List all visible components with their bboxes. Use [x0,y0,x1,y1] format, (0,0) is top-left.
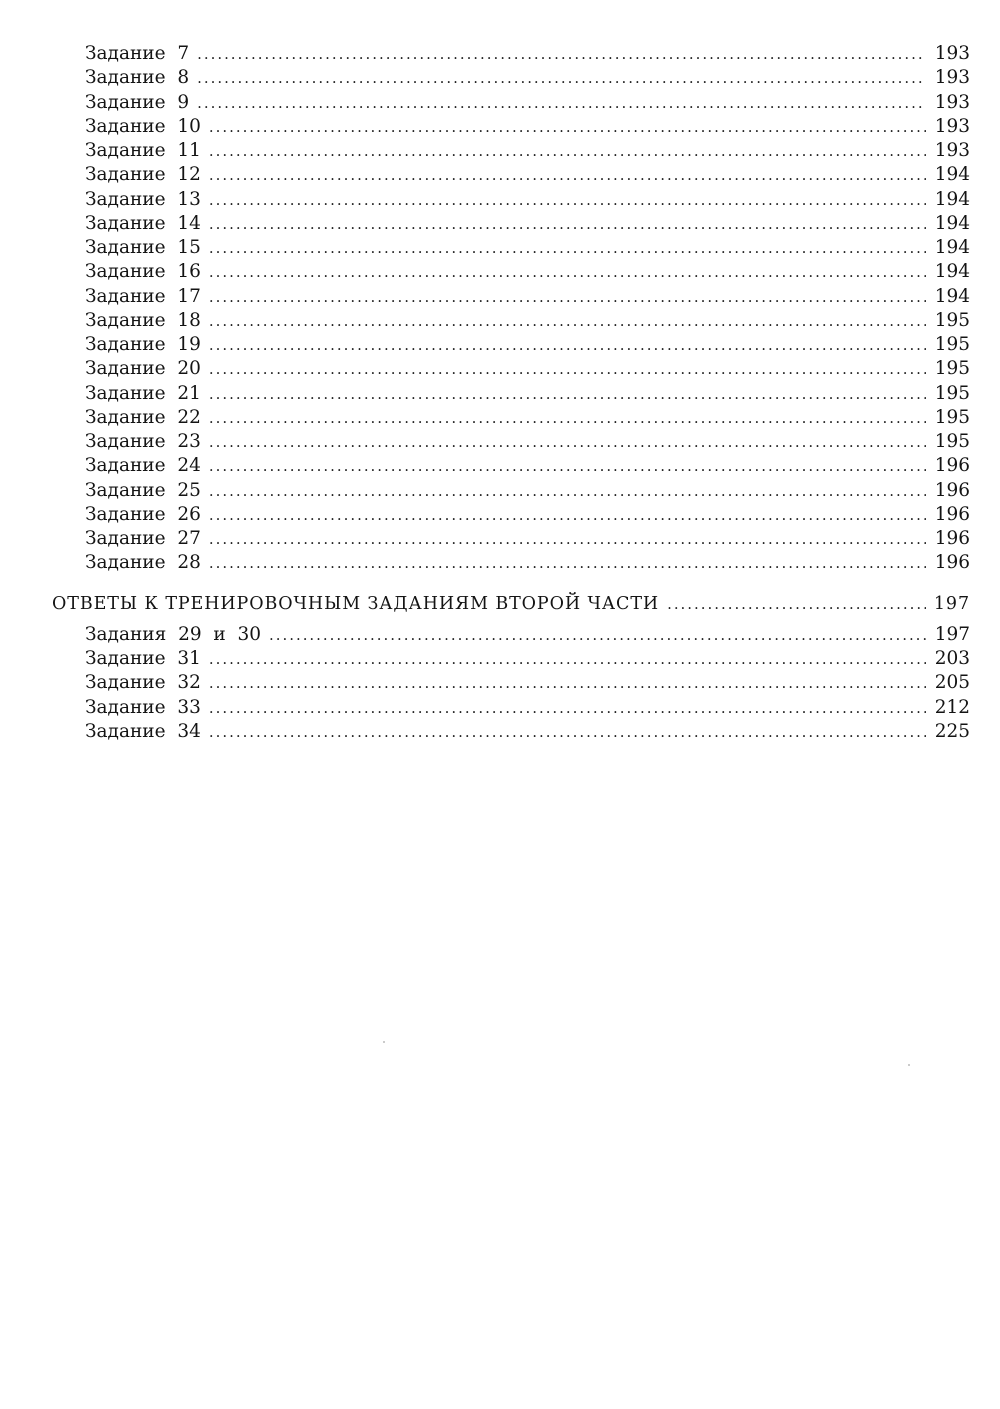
toc-entry [85,42,970,66]
toc-entry [85,212,970,236]
dot-leader [197,91,926,115]
toc-entry-page-number: 195 [934,431,970,452]
toc-entry [85,333,970,357]
toc-entry-label: Задание 17 [85,285,201,307]
toc-entry [85,406,970,430]
toc-entry [85,382,970,406]
toc-entry-label: Задание 9 [85,91,190,113]
dot-leader [209,212,926,236]
toc-entry-page-number: 193 [934,140,970,161]
dot-leader [209,236,926,260]
dot-leader [209,720,926,744]
toc-entry-label: Задание 32 [85,672,201,694]
dot-leader [209,527,926,551]
toc-entry-label: Задание 8 [85,67,190,89]
toc-entry-page-number: 197 [934,624,970,645]
toc-entry-label: Задание 10 [85,115,201,137]
toc-entry-label: Задание 20 [85,358,201,380]
toc-entry-label: Задание 33 [85,696,201,718]
toc-entry [85,647,970,671]
toc-entry-label: Задание 25 [85,479,201,501]
toc-entry-page-number: 193 [934,91,970,113]
toc-entry-label: Задание 24 [85,455,201,477]
toc-entry [85,260,970,284]
toc-entry-label: Задание 13 [85,188,201,210]
toc-entry-page-number: 193 [934,115,970,137]
toc-entry [85,236,970,260]
toc-entry-page-number: 194 [934,237,970,258]
toc-entry-label: Задание 7 [85,43,190,64]
dot-leader [209,139,926,163]
dot-leader [209,382,926,406]
toc-entry [85,91,970,115]
dot-leader [269,623,926,647]
dot-leader [209,479,926,503]
toc-entry-label: Задание 11 [85,140,201,161]
dot-leader [209,163,926,187]
dot-leader [209,309,926,333]
toc-entry [85,66,970,90]
toc-entry-page-number: 196 [934,552,970,574]
section-page-number: 197 [933,594,970,614]
dot-leader [209,551,926,575]
dot-leader [209,503,926,527]
toc-entry-page-number: 196 [934,503,970,525]
toc-entry-page-number: 195 [934,406,970,428]
toc-entry-label: Задание 28 [85,552,201,574]
toc-entry [85,115,970,139]
toc-entry [85,671,970,695]
dot-leader [667,592,926,616]
toc-entry [85,623,970,647]
dot-leader [209,260,926,284]
toc-entry-label: Задание 26 [85,503,201,525]
toc-entry-page-number: 195 [934,309,970,331]
dot-leader [209,406,926,430]
toc-entry-label: Задание 15 [85,237,201,258]
toc-entry-page-number: 196 [934,528,970,549]
toc-entry [85,479,970,503]
toc-entry-label: Задание 16 [85,261,201,283]
dot-leader [209,188,926,212]
dot-leader [209,115,926,139]
toc-entry-label: Задание 22 [85,406,201,428]
toc-entry [85,720,970,744]
toc-entry-label: Задание 23 [85,431,201,452]
toc-entry [85,188,970,212]
toc-entry [85,551,970,575]
section-title: ОТВЕТЫ К ТРЕНИРОВОЧНЫМ ЗАДАНИЯМ ВТОРОЙ ЧАСТИ [52,594,660,614]
toc-entry [85,139,970,163]
scan-speck [383,1041,385,1043]
toc-entry-label: Задание 27 [85,528,201,549]
toc-entry-page-number: 205 [934,672,970,694]
toc-entry-label: Задания 29 и 30 [85,624,262,645]
dot-leader [209,671,926,695]
toc-entry [85,309,970,333]
toc-entry-page-number: 195 [934,382,970,404]
toc-entry-page-number: 195 [934,334,970,355]
toc-entry-page-number: 194 [934,261,970,283]
toc-entry-label: Задание 18 [85,309,201,331]
scan-speck [908,1064,910,1066]
toc-entry-label: Задание 21 [85,382,201,404]
toc-entry-page-number: 194 [934,188,970,210]
dot-leader [209,285,926,309]
toc-entry-page-number: 203 [934,648,970,670]
toc-entry-page-number: 194 [934,164,970,186]
toc-entry [85,696,970,720]
dot-leader [209,647,926,671]
dot-leader [197,66,926,90]
toc-entry-label: Задание 12 [85,164,201,186]
toc-entry-page-number: 193 [934,67,970,89]
toc-entry [85,285,970,309]
toc-entry-page-number: 212 [934,696,970,718]
toc-entry-page-number: 225 [934,720,970,742]
dot-leader [209,696,926,720]
toc-entry [85,163,970,187]
toc-entry-label: Задание 19 [85,334,201,355]
toc-entry-page-number: 196 [934,479,970,501]
dot-leader [209,333,926,357]
toc-entry-page-number: 194 [934,212,970,234]
toc-entry-page-number: 196 [934,455,970,477]
dot-leader [209,454,926,478]
toc-entry [85,430,970,454]
toc-entry-label: Задание 34 [85,720,201,742]
toc-entry [85,503,970,527]
toc-entry-page-number: 195 [934,358,970,380]
toc-entry-page-number: 193 [934,43,970,64]
toc-entry-label: Задание 14 [85,212,201,234]
toc-entry-page-number: 194 [934,285,970,307]
toc-entry [85,454,970,478]
dot-leader [209,357,926,381]
dot-leader [197,42,926,66]
toc-section-heading [52,592,970,616]
toc-entry-label: Задание 31 [85,648,201,670]
dot-leader [209,430,926,454]
toc-entry [85,357,970,381]
toc-entry [85,527,970,551]
